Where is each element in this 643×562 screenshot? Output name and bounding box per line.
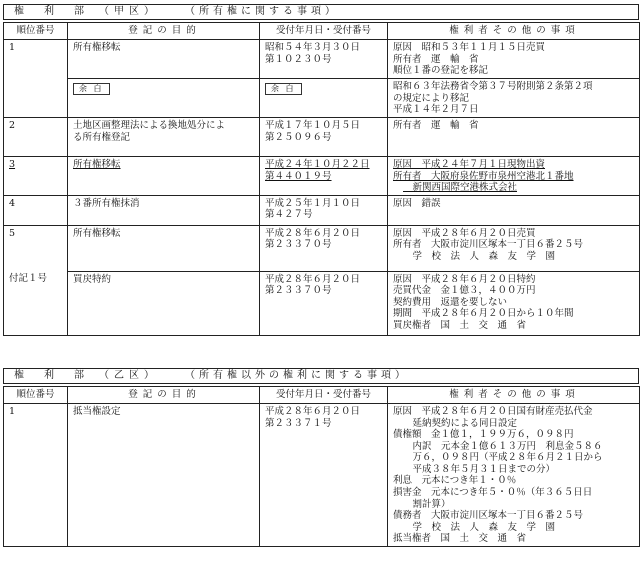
details-cell: 原因 平成２８年６月２０日国有財産売払代金 延納契約による同日設定 債権額 金１億１，１９９万６，０９８円 内訳 元本金１億６１３万円 利息金５８６ 万６，０９８円（平成２８年６月２１日から 平成３８年５月３１日までの分） 利息 元本につき年１・０％ 損害金 元本につき年５・０％（年３６５日日 割計算） 債務者 大阪市淀川区塚本一丁目６番２５号 学 校 法 人 森 友 学 園 抵当権者 国 土 交 通 省 [388,404,640,547]
details-cell: 原因 平成２８年６月２０日売買 所有者 大阪市淀川区塚本一丁目６番２５号 学 校 法 人 森 友 学 園 [388,225,640,271]
reception-cell: 平成２８年６月２０日 第２３３７０号 [260,271,388,335]
rank-cell: 付記１号 [4,271,68,335]
purpose-cell: ３番所有権抹消 [68,195,260,225]
rank-cell: 1 [4,404,68,547]
table-row [4,225,640,271]
rank-cell: 5 [4,225,68,271]
rank-cell [4,79,68,118]
rank-cell: 1 [4,40,68,79]
header-reception: 受付年月日・受付番号 [260,23,388,40]
kou-subtitle: （所有権に関する事項） [185,5,339,17]
kou-header-row [4,23,640,40]
table-row [4,195,640,225]
header-rank: 順位番号 [4,387,68,404]
table-row [4,271,640,335]
table-row [4,157,640,196]
reception-cell: 平成２５年１月１０日 第４２７号 [260,195,388,225]
table-row [4,118,640,157]
header-purpose: 登記の目的 [68,387,260,404]
otsu-section-title [3,368,639,384]
purpose-cell: 抵当権設定 [68,404,260,547]
otsu-title: 権 利 部 （乙区） [14,369,159,381]
purpose-cell: 土地区画整理法による換地処分によ る所有権登記 [68,118,260,157]
table-row [4,40,640,79]
otsu-subtitle: （所有権以外の権利に関する事項） [185,369,409,381]
blank-stamp: 余 白 [73,83,110,95]
otsu-header-row [4,387,640,404]
header-reception: 受付年月日・受付番号 [260,387,388,404]
table-row [4,79,640,118]
kou-table [3,22,640,336]
kou-section [3,4,639,336]
header-owner-info: 権利者その他の事項 [388,23,640,40]
details-cell: 原因 錯誤 [388,195,640,225]
details-cell: 昭和６３年法務省令第３７号附則第２条第２項 の規定により移記 平成１４年２月７日 [388,79,640,118]
purpose-cell: 所有権移転 [68,40,260,79]
details-cell: 原因 平成２４年７月１日現物出資 所有者 大阪府泉佐野市泉州空港北１番地 新関西国際空港株式会社 [388,157,640,196]
blank-stamp: 余 白 [265,83,302,95]
details-cell: 原因 昭和５３年１１月１５日売買 所有者 運 輸 省 順位１番の登記を移記 [388,40,640,79]
kou-title: 権 利 部 （甲区） [14,5,159,17]
purpose-cell: 所有権移転 [68,157,260,196]
reception-cell: 平成２８年６月２０日 第２３３７１号 [260,404,388,547]
purpose-cell: 所有権移転 [68,225,260,271]
reception-cell: 昭和５４年３月３０日 第１０２３０号 [260,40,388,79]
header-purpose: 登記の目的 [68,23,260,40]
reception-cell: 平成２４年１０月２２日 第４４０１９号 [260,157,388,196]
reception-cell: 平成１７年１０月５日 第２５０９６号 [260,118,388,157]
rank-cell: 2 [4,118,68,157]
purpose-cell: 買戻特約 [68,271,260,335]
reception-cell: 平成２８年６月２０日 第２３３７０号 [260,225,388,271]
rank-cell: 3 [4,157,68,196]
rank-cell: 4 [4,195,68,225]
reception-cell [260,79,388,118]
otsu-table [3,386,640,547]
table-row [4,404,640,547]
details-cell: 所有者 運 輸 省 [388,118,640,157]
kou-section-title [3,4,639,20]
otsu-section [3,368,639,547]
details-cell: 原因 平成２８年６月２０日特約 売買代金 金１億３，４００万円 契約費用 返還を要しない 期間 平成２８年６月２０日から１０年間 買戻権者 国 土 交 通 省 [388,271,640,335]
purpose-cell [68,79,260,118]
header-rank: 順位番号 [4,23,68,40]
header-owner-info: 権利者その他の事項 [388,387,640,404]
